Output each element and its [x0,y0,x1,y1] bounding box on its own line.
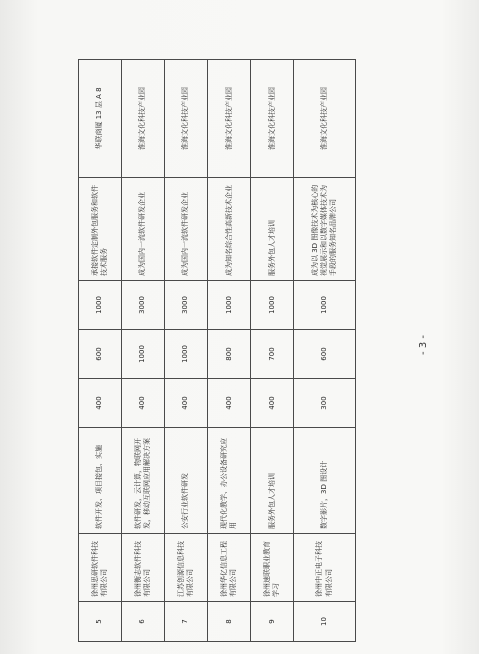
cell-no: 8 [208,602,251,642]
page-number: - 3 - [417,335,429,355]
cell-value-2: 700 [251,330,294,379]
cell-location: 淮海文化科技产业园 [208,60,251,178]
cell-goal: 服务外包人才培训 [251,178,294,281]
cell-value-2: 1000 [122,330,165,379]
cell-no: 10 [294,602,356,642]
cell-value-1: 400 [165,379,208,428]
cell-value-1: 400 [251,379,294,428]
cell-no: 5 [79,602,122,642]
cell-no: 7 [165,602,208,642]
cell-goal: 成为知名综合性高新技术企业 [208,178,251,281]
cell-location: 淮海文化科技产业园 [165,60,208,178]
table-row [165,60,208,642]
cell-business: 软件开发、项目接包、实施 [79,428,122,534]
cell-value-3: 1000 [294,281,356,330]
cell-value-2: 800 [208,330,251,379]
cell-value-2: 1000 [165,330,208,379]
cell-value-3: 3000 [122,281,165,330]
cell-company: 徐州华亿信息工程有限公司 [208,534,251,602]
cell-value-3: 1000 [251,281,294,330]
cell-location: 淮海文化科技产业园 [251,60,294,178]
cell-location: 淮海文化科技产业园 [122,60,165,178]
cell-value-1: 400 [122,379,165,428]
cell-location: 华联商厦 13 层 A 8 [79,60,122,178]
cell-business: 软件研发，云计算，物联网开发，移动互联网应用解决方案 [122,428,165,534]
cell-no: 9 [251,602,294,642]
cell-value-1: 400 [208,379,251,428]
cell-company: 江苏创源信息科技有限公司 [165,534,208,602]
cell-business: 数字影片，3D 图设计 [294,428,356,534]
rotated-table-container [78,60,356,642]
cell-business: 现代化教学、办公设备研究应用 [208,428,251,534]
cell-goal: 成为以 3D 图像技术为核心的视觉展示和以数字媒体技术为手段的服务知名品牌公司 [294,178,356,281]
table-row [79,60,122,642]
cell-value-3: 1000 [79,281,122,330]
table-row [122,60,165,642]
cell-company: 徐州中正电子科技有限公司 [294,534,356,602]
cell-value-3: 3000 [165,281,208,330]
cell-company: 徐州思研软件科技有限公司 [79,534,122,602]
cell-company: 徐州速联职业教育学习 [251,534,294,602]
cell-goal: 成为国内一流软件研发企业 [165,178,208,281]
cell-location: 淮海文化科技产业园 [294,60,356,178]
cell-company: 徐州衡志软件科技有限公司 [122,534,165,602]
company-table [78,59,356,642]
cell-value-1: 300 [294,379,356,428]
cell-goal: 成为国内一流软件研发企业 [122,178,165,281]
table-row [208,60,251,642]
cell-value-1: 400 [79,379,122,428]
cell-value-2: 600 [79,330,122,379]
cell-business: 服务外包人才培训 [251,428,294,534]
table-row [251,60,294,642]
cell-business: 公安行业软件研发 [165,428,208,534]
cell-goal: 承接软件定制外包服务和软件技术服务 [79,178,122,281]
table-row [294,60,356,642]
cell-no: 6 [122,602,165,642]
cell-value-2: 600 [294,330,356,379]
cell-value-3: 1000 [208,281,251,330]
